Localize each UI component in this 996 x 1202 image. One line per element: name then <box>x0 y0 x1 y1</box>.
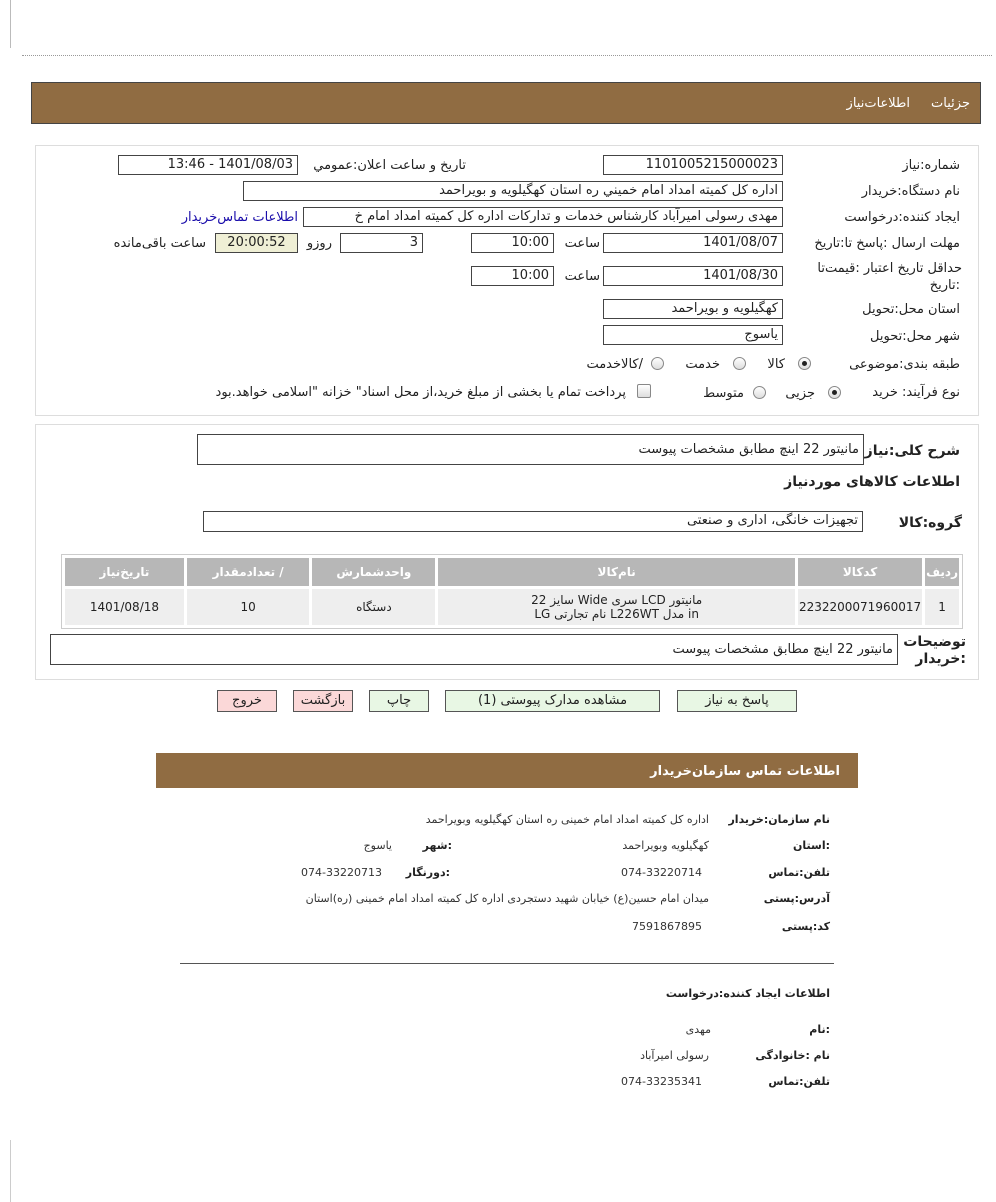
contact-header <box>156 753 858 788</box>
need-number-field: 1101005215000023 <box>603 155 783 175</box>
contact-org-value: اداره کل کمیته امداد امام خمینی ره استان کهگیلویه وبویراحمد <box>425 813 709 826</box>
contact-phone-value: 074-33220714 <box>621 866 702 879</box>
process-radio-medium[interactable] <box>753 386 766 399</box>
cell-name <box>438 589 795 625</box>
group-label: گروه:کالا <box>898 515 962 531</box>
contact-postal-value: 7591867895 <box>632 920 702 933</box>
process-radio-minor[interactable] <box>828 386 841 399</box>
payment-checkbox[interactable] <box>637 384 651 398</box>
col-code: کدکالا <box>798 558 922 586</box>
deadline-time-label: ساعت <box>564 236 600 251</box>
creator-phone-value: 074-33235341 <box>621 1075 702 1088</box>
process-minor-label: جزیی <box>785 386 815 401</box>
deadline-date-field: 1401/08/07 <box>603 233 783 253</box>
contact-address-value: میدان امام حسین(ع) خیابان شهید دستجردی اداره کل کمیته امداد امام خمینی (ره)استان <box>305 892 709 905</box>
deadline-label: مهلت ارسال :پاسخ تا:تاریخ <box>814 236 960 251</box>
city-label: شهر محل:تحویل <box>870 329 960 344</box>
cell-qty: 10 <box>187 589 310 625</box>
announce-field: 1401/08/03 - 13:46 <box>118 155 298 175</box>
category-service-label: خدمت <box>685 357 720 372</box>
buyer-org-label: نام دستگاه:خریدار <box>861 184 960 199</box>
buyer-notes-field: مانیتور 22 اینچ مطابق مشخصات پیوست <box>50 634 898 665</box>
creator-name-value: مهدی <box>685 1023 711 1036</box>
reply-button[interactable]: پاسخ به نیاز <box>677 690 797 712</box>
validity-label-2: :تاریخ <box>929 278 960 293</box>
remaining-time-field: 20:00:52 <box>215 233 298 253</box>
creator-label: ایجاد کننده:درخواست <box>844 210 960 225</box>
buyer-contact-link[interactable]: اطلاعات تماس‌خریدار <box>181 210 298 225</box>
goods-info-title: اطلاعات کالاهای موردنیاز <box>784 474 960 490</box>
print-button[interactable]: چاپ <box>369 690 429 712</box>
validity-time-label: ساعت <box>564 269 600 284</box>
validity-time-field: 10:00 <box>471 266 554 286</box>
view-docs-button[interactable]: مشاهده مدارک پیوستی (1) <box>445 690 660 712</box>
col-date: تاریخ‌نیاز <box>65 558 184 586</box>
process-medium-label: متوسط <box>703 386 744 401</box>
section-header <box>31 82 981 124</box>
province-field: کهگیلویه و بویراحمد <box>603 299 783 319</box>
col-name: نام‌کالا <box>438 558 795 586</box>
contact-org-label: نام سازمان:خریدار <box>728 813 830 826</box>
group-field: تجهیزات خانگی، اداری و صنعتی <box>203 511 863 532</box>
col-index: ردیف <box>925 558 959 586</box>
creator-info-title: اطلاعات ایجاد کننده:درخواست <box>665 987 830 1000</box>
tab-details[interactable]: جزئیات <box>931 96 970 111</box>
summary-label: شرح کلی:نیاز <box>864 443 960 459</box>
contact-divider <box>180 963 834 964</box>
process-label: نوع فرآیند: خرید <box>872 385 960 400</box>
creator-name-label: :نام <box>809 1023 830 1036</box>
summary-field: مانیتور 22 اینچ مطابق مشخصات پیوست <box>197 434 864 465</box>
cell-name-line1: مانیتور LCD سری Wide سایز 22 <box>531 593 703 607</box>
days-field: 3 <box>340 233 423 253</box>
category-goods-service-label: /کالاخدمت <box>586 357 643 372</box>
cell-date: 1401/08/18 <box>65 589 184 625</box>
goods-table <box>61 554 963 629</box>
table-row <box>65 589 959 625</box>
back-button[interactable]: بازگشت <box>293 690 353 712</box>
page-left-border <box>10 0 11 48</box>
payment-note: پرداخت تمام یا بخشی از مبلغ خرید،از محل اسناد" خزانه "اسلامی خواهد.بود <box>215 385 626 400</box>
creator-family-value: رسولی امیرآباد <box>640 1049 709 1062</box>
category-radio-goods[interactable] <box>798 357 811 370</box>
validity-date-field: 1401/08/30 <box>603 266 783 286</box>
top-divider <box>22 55 992 56</box>
category-goods-label: کالا <box>767 357 785 372</box>
announce-label: تاریخ و ساعت اعلان:عمومي <box>313 158 466 173</box>
buyer-notes-label-2: :خریدار <box>915 651 966 667</box>
contact-city-label: :شهر <box>422 839 452 852</box>
cell-unit: دستگاه <box>312 589 435 625</box>
page-left-border-bottom <box>10 1140 11 1202</box>
contact-province-value: کهگیلویه وبویراحمد <box>622 839 709 852</box>
cell-index: 1 <box>925 589 959 625</box>
deadline-time-field: 10:00 <box>471 233 554 253</box>
days-label: روزو <box>306 236 332 251</box>
contact-fax-value: 074-33220713 <box>301 866 382 879</box>
col-unit: واحدشمارش <box>312 558 435 586</box>
creator-field: مهدی رسولی امیرآباد کارشناس خدمات و تدارکات اداره کل کمیته امداد امام خ <box>303 207 783 227</box>
tab-need-info[interactable]: اطلاعات‌نیاز <box>846 96 910 111</box>
remaining-label: ساعت باقی‌مانده <box>113 236 206 251</box>
contact-postal-label: کد:پستی <box>781 920 830 933</box>
contact-title: اطلاعات تماس سازمان‌خریدار <box>650 764 840 779</box>
creator-phone-label: تلفن:تماس <box>768 1075 830 1088</box>
buyer-notes-label: توضیحات <box>903 634 966 650</box>
contact-fax-label: :دورنگار <box>405 866 450 879</box>
city-field: یاسوج <box>603 325 783 345</box>
col-qty: / تعدادمقدار <box>187 558 310 586</box>
category-radio-goods-service[interactable] <box>651 357 664 370</box>
need-number-label: شماره:نیاز <box>902 158 960 173</box>
cell-name-line2: in مدل L226WT نام تجارتی LG <box>534 607 699 621</box>
category-radio-service[interactable] <box>733 357 746 370</box>
province-label: استان محل:تحویل <box>862 302 960 317</box>
table-header-row <box>65 558 959 586</box>
contact-province-label: :استان <box>793 839 830 852</box>
exit-button[interactable]: خروج <box>217 690 277 712</box>
contact-city-value: یاسوج <box>363 839 392 852</box>
contact-address-label: آدرس:پستی <box>763 892 830 905</box>
contact-phone-label: تلفن:تماس <box>768 866 830 879</box>
creator-family-label: نام :خانوادگی <box>755 1049 830 1062</box>
category-label: طبقه بندی:موضوعی <box>849 357 960 372</box>
cell-code: 2232200071960017 <box>798 589 922 625</box>
validity-label: حداقل تاریخ اعتبار :قیمت‌تا <box>817 261 962 276</box>
buyer-org-field: اداره كل كميته امداد امام خميني ره استان كهگيلويه و بويراحمد <box>243 181 783 201</box>
